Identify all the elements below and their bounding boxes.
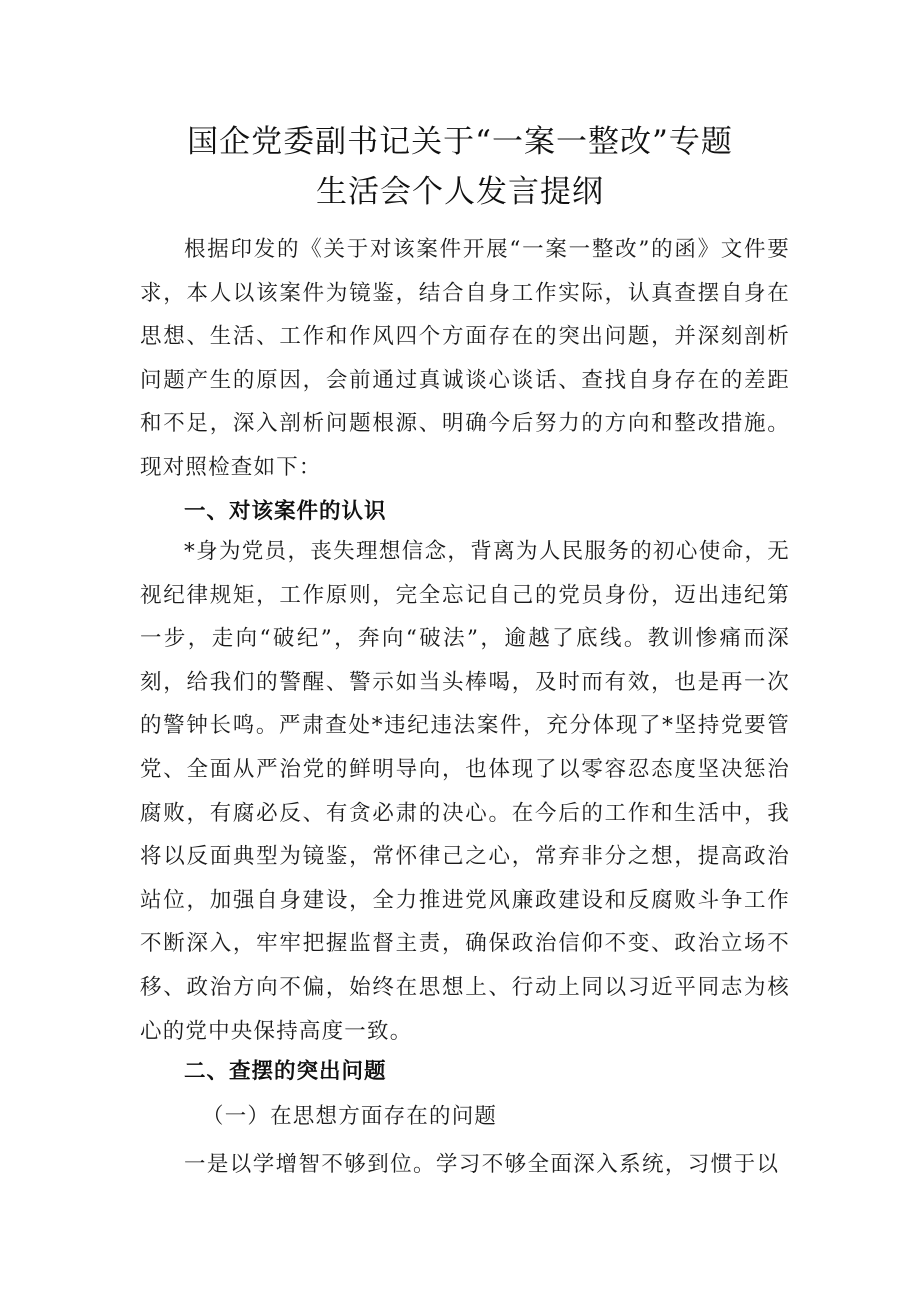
document-title-line-1: 国企党委副书记关于“一案一整改”专题 xyxy=(187,124,733,160)
intro-paragraph: 根据印发的《关于对该案件开展“一案一整改”的函》文件要求，本人以该案件为镜鉴，结合自身工作实际，认真查摆自身在思想、生活、工作和作风四个方面存在的突出问题，并深刻剖析问题产生的原因，会前通过真诚谈心谈话、查找自身存在的差距和不足，深入剖析问题根源、明确今后努力的方向和整改措施。现对照检查如下： xyxy=(140,237,790,480)
section-1-heading: 一、对该案件的认识 xyxy=(184,499,387,524)
section-1-paragraph: *身为党员，丧失理想信念，背离为人民服务的初心使命，无视纪律规矩，工作原则，完全忘记自己的党员身份，迈出违纪第一步，走向“破纪”，奔向“破法”，逾越了底线。教训惨痛而深刻，给我们的警醒、警示如当头棒喝，及时而有效，也是再一次的警钟长鸣。严肃查处*违纪违法案件，充分体现了*坚持党要管党、全面从严治党的鲜明导向，也体现了以零容忍态度坚决惩治腐败，有腐必反、有贪必肃的决心。在今后的工作和生活中，我将以反面典型为镜鉴，常怀律己之心，常弃非分之想，提高政治站位，加强自身建设，全力推进党风廉政建设和反腐败斗争工作不断深入，牢牢把握监督主责，确保政治信仰不变、政治立场不移、政治方向不偏，始终在思想上、行动上同以习近平同志为核心的党中央保持高度一致。 xyxy=(140,539,790,1044)
section-2-first-line: 一是以学增智不够到位。学习不够全面深入系统，习惯于以 xyxy=(184,1152,780,1177)
section-2-heading: 二、查摆的突出问题 xyxy=(184,1059,387,1084)
document-title-line-2: 生活会个人发言提纲 xyxy=(316,174,604,210)
section-2-subheading: （一）在思想方面存在的问题 xyxy=(202,1104,498,1129)
